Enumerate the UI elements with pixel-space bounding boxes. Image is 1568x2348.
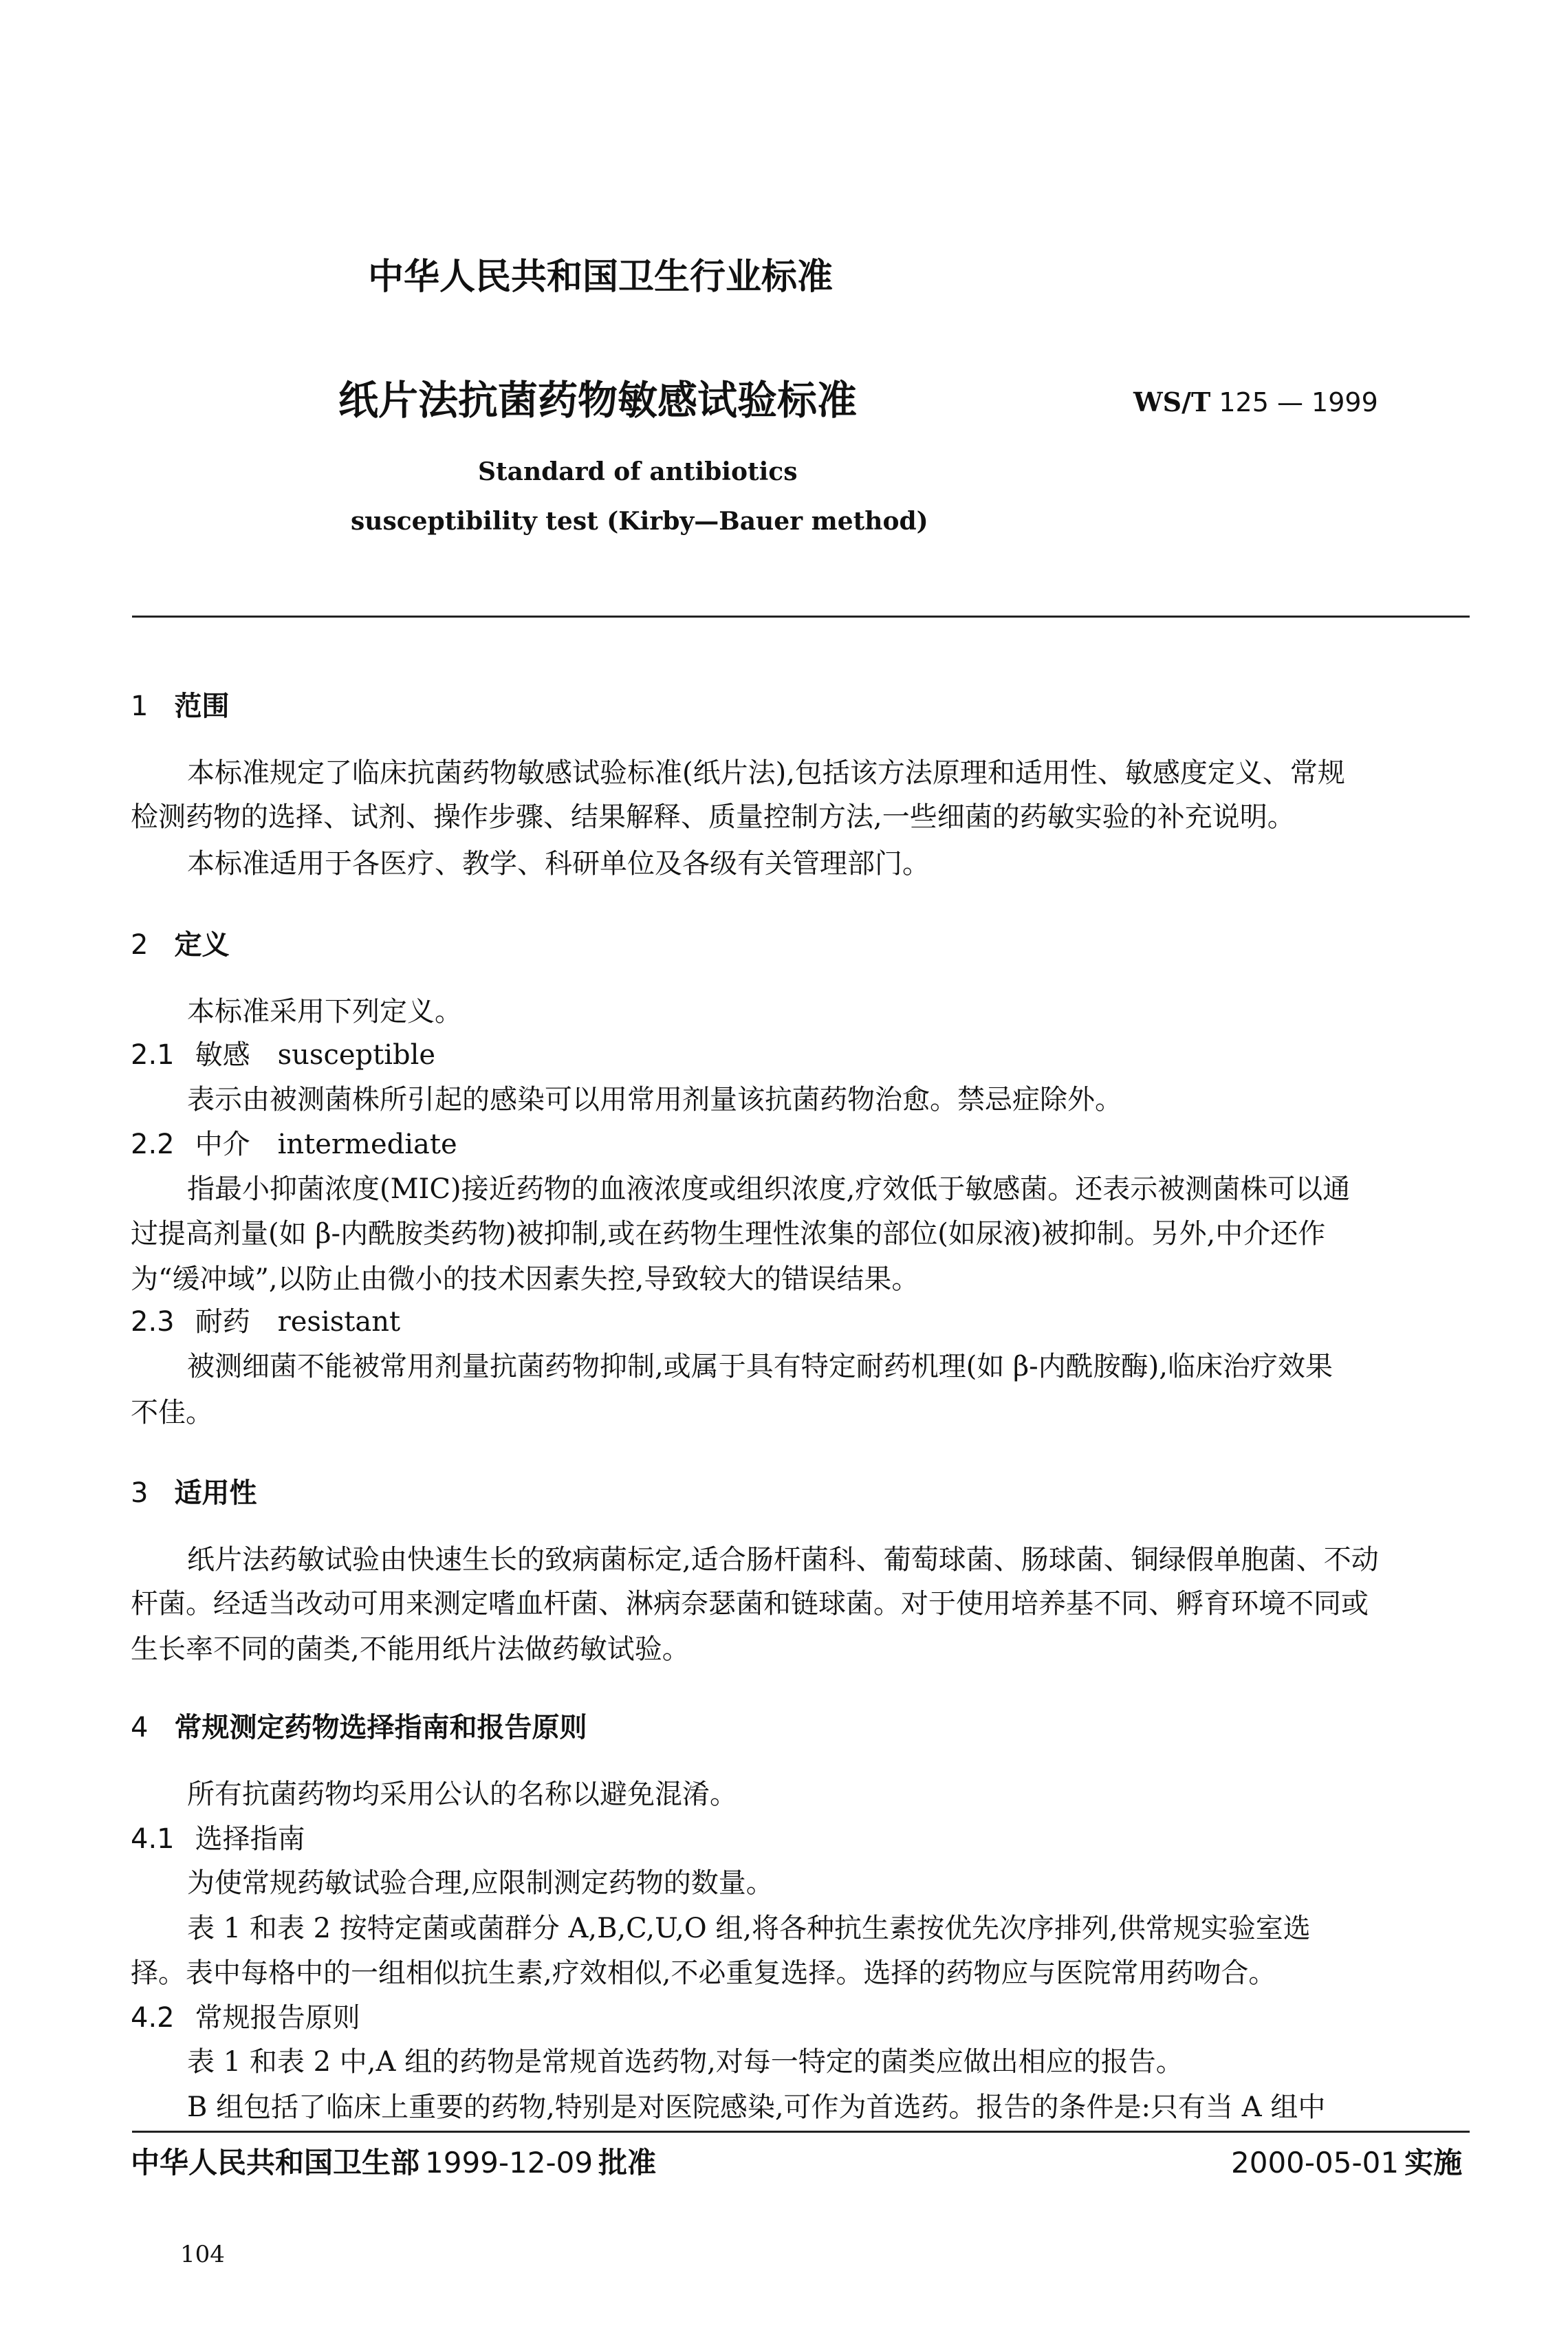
approval-label: 批准 (598, 2146, 657, 2179)
subsection-number: 4.1 (131, 1823, 175, 1855)
paragraph-line: 不佳。 (131, 1397, 213, 1428)
term-chinese: 耐药 (195, 1306, 250, 1338)
standard-number (1133, 387, 1378, 417)
term-english: intermediate (277, 1129, 457, 1160)
paragraph-line: 择。表中每格中的一组相似抗生素,疗效相似,不必重复选择。选择的药物应与医院常用药吻合。 (131, 1957, 1276, 1989)
standard-code: 125 — 1999 (1210, 387, 1378, 417)
paragraph-line: 指最小抑菌浓度(MIC)接近药物的血液浓度或组织浓度,疗效低于敏感菌。还表示被测菌株可以通 (187, 1173, 1351, 1205)
english-title-line-2: susceptibility test (Kirby—Bauer method) (351, 507, 928, 536)
header-divider (132, 616, 1470, 618)
paragraph-line: B 组包括了临床上重要的药物,特别是对医院感染,可作为首选药。报告的条件是:只有当 A 组中 (187, 2091, 1326, 2123)
subsection-number: 2.3 (131, 1306, 175, 1338)
paragraph-line: 生长率不同的菌类,不能用纸片法做药敏试验。 (131, 1633, 690, 1665)
paragraph-line: 表 1 和表 2 中,A 组的药物是常规首选药物,对每一特定的菌类应做出相应的报告。 (187, 2046, 1184, 2078)
approval-org: 中华人民共和国卫生部 (131, 2146, 420, 2179)
effective-line (1231, 2140, 1462, 2182)
document-title: 纸片法抗菌药物敏感试验标准 (338, 377, 858, 424)
term-english: susceptible (277, 1039, 436, 1071)
page-number: 104 (180, 2241, 225, 2268)
paragraph-line: 纸片法药敏试验由快速生长的致病菌标定,适合肠杆菌科、葡萄球菌、肠球菌、铜绿假单胞菌、不动 (187, 1544, 1379, 1576)
paragraph-line: 检测药物的选择、试剂、操作步骤、结果解释、质量控制方法,一些细菌的药敏实验的补充说明。 (131, 801, 1295, 833)
paragraph-line: 杆菌。经适当改动可用来测定嗜血杆菌、淋病奈瑟菌和链球菌。对于使用培养基不同、孵育环境不同或 (131, 1588, 1369, 1620)
paragraph-line: 为使常规药敏试验合理,应限制测定药物的数量。 (187, 1867, 774, 1899)
paragraph-line: 所有抗菌药物均采用公认的名称以避免混淆。 (187, 1779, 737, 1810)
section-1-heading (131, 684, 229, 724)
paragraph-line: 被测细菌不能被常用剂量抗菌药物抑制,或属于具有特定耐药机理(如 β-内酰胺酶),临床治疗效果 (187, 1351, 1333, 1382)
section-title: 定义 (174, 929, 230, 961)
subsection-title: 选择指南 (195, 1823, 305, 1855)
standard-prefix: WS/T (1133, 387, 1211, 417)
section-2-heading (131, 923, 229, 962)
section-title: 范围 (174, 691, 230, 722)
footer-divider (132, 2131, 1470, 2133)
subsection-number: 2.1 (131, 1039, 175, 1071)
paragraph-line: 本标准采用下列定义。 (187, 996, 462, 1028)
term-english: resistant (277, 1306, 401, 1338)
section-title: 常规测定药物选择指南和报告原则 (174, 1712, 587, 1743)
paragraph-line: 表 1 和表 2 按特定菌或菌群分 A,B,C,U,O 组,将各种抗生素按优先次序排列,供常规实验室选 (187, 1913, 1311, 1944)
subsection-number: 2.2 (131, 1129, 175, 1160)
section-4-heading (131, 1706, 587, 1745)
section-number: 1 (131, 691, 149, 722)
paragraph-line: 本标准适用于各医疗、教学、科研单位及各级有关管理部门。 (187, 848, 930, 880)
subsection-number: 4.2 (131, 2002, 175, 2034)
term-chinese: 中介 (195, 1129, 250, 1160)
definition-2-3-heading (131, 1305, 400, 1338)
subsection-4-2-heading (131, 2001, 360, 2034)
subsection-title: 常规报告原则 (195, 2002, 360, 2034)
section-title: 适用性 (174, 1477, 257, 1509)
approval-date: 1999-12-09 (425, 2146, 594, 2179)
paragraph-line: 为“缓冲域”,以防止由微小的技术因素失控,导致较大的错误结果。 (131, 1263, 919, 1295)
english-title-line-1: Standard of antibiotics (478, 457, 798, 486)
section-number: 4 (131, 1712, 149, 1743)
subsection-4-1-heading (131, 1823, 305, 1856)
section-3-heading (131, 1471, 257, 1510)
definition-2-1-heading (131, 1039, 435, 1072)
effective-date: 2000-05-01 (1231, 2146, 1400, 2179)
section-number: 3 (131, 1477, 149, 1509)
effective-label: 实施 (1404, 2146, 1463, 2179)
standard-type-heading: 中华人民共和国卫生行业标准 (368, 257, 834, 298)
paragraph-line: 过提高剂量(如 β-内酰胺类药物)被抑制,或在药物生理性浓集的部位(如尿液)被抑制。另外,中介还作 (131, 1218, 1326, 1250)
section-number: 2 (131, 929, 149, 961)
approval-line (131, 2140, 656, 2182)
term-chinese: 敏感 (195, 1039, 250, 1071)
definition-2-2-heading (131, 1128, 457, 1161)
paragraph-line: 本标准规定了临床抗菌药物敏感试验标准(纸片法),包括该方法原理和适用性、敏感度定义、常规 (187, 757, 1345, 789)
paragraph-line: 表示由被测菌株所引起的感染可以用常用剂量该抗菌药物治愈。禁忌症除外。 (187, 1084, 1122, 1116)
